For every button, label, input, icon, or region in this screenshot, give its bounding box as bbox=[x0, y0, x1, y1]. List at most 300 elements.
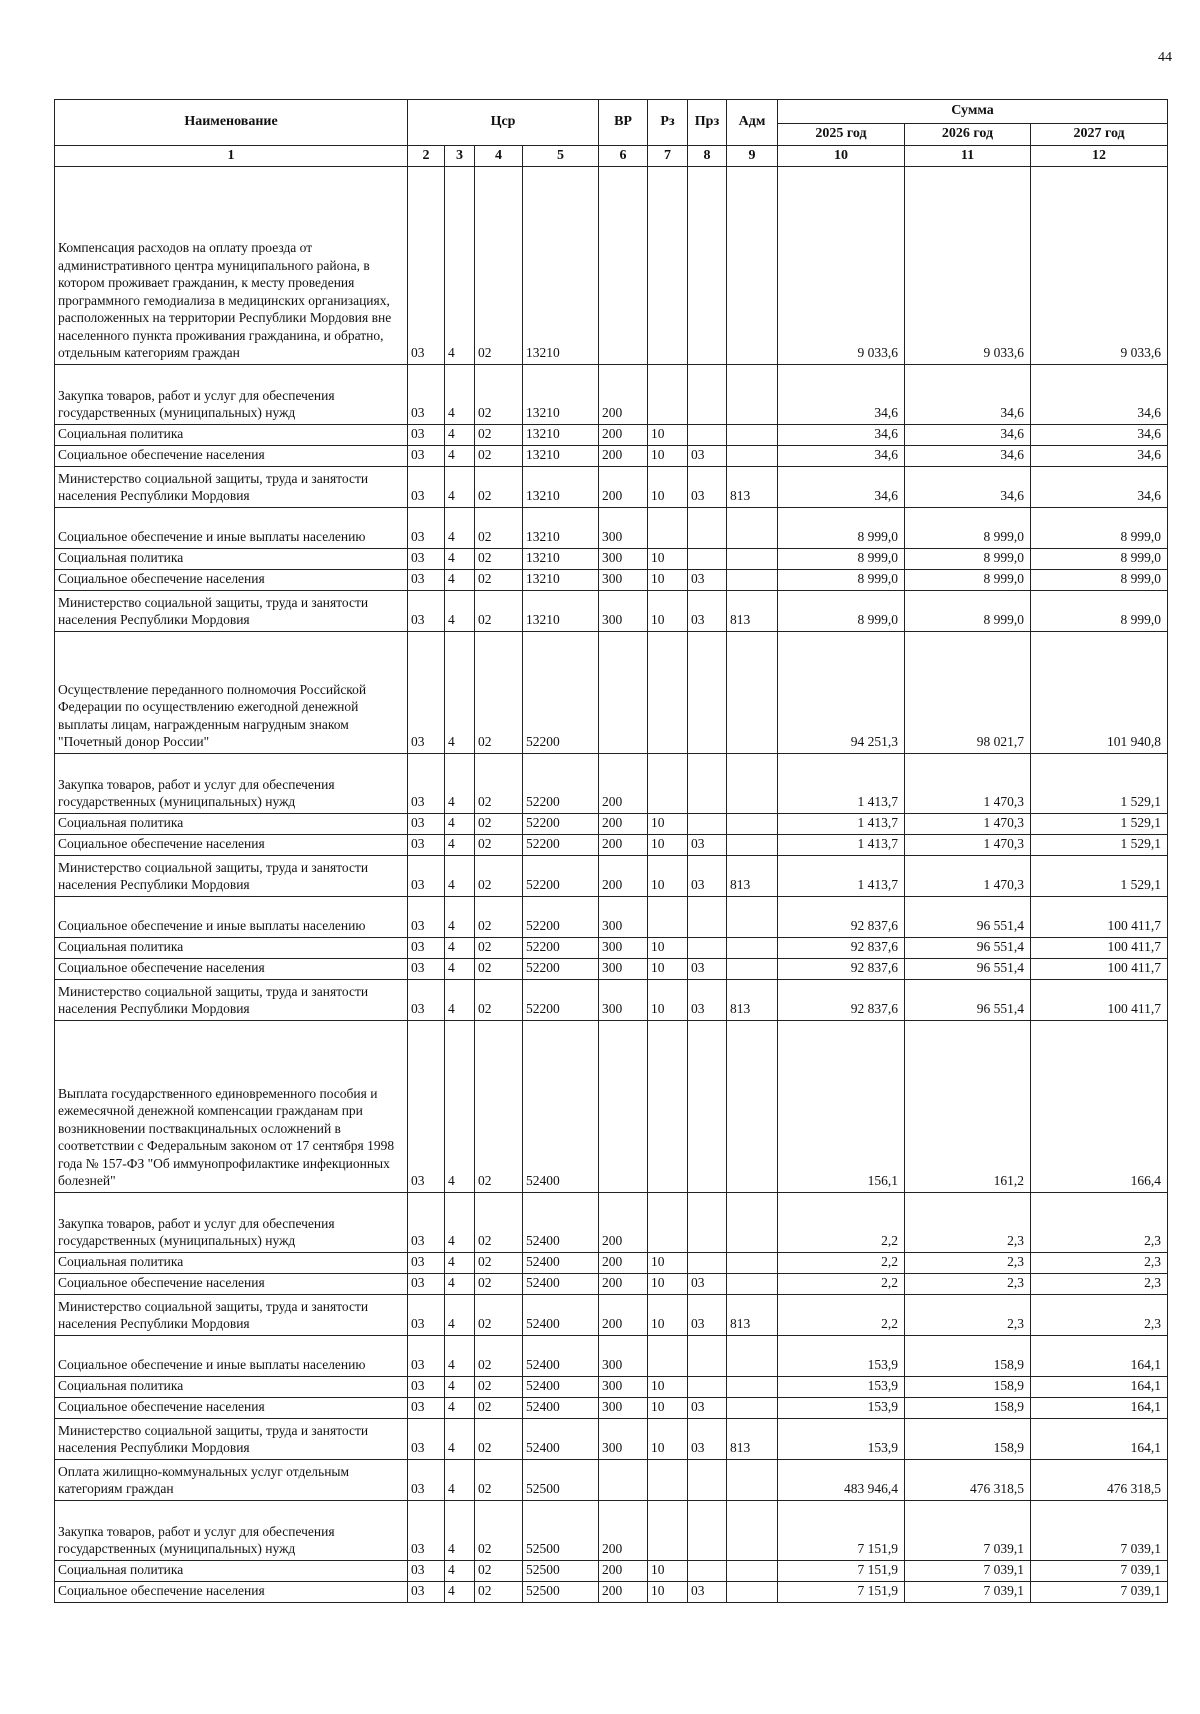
table-row bbox=[55, 1336, 1168, 1377]
sum-2025: 483 946,4 bbox=[778, 1460, 905, 1501]
table-row bbox=[55, 1582, 1168, 1603]
rz-code: 10 bbox=[648, 938, 688, 959]
adm-code: 813 bbox=[727, 591, 778, 632]
csr-part-3: 02 bbox=[475, 425, 523, 446]
csr-part-2: 4 bbox=[445, 835, 475, 856]
prz-code bbox=[688, 1336, 727, 1377]
table-header bbox=[55, 100, 1168, 167]
rz-code bbox=[648, 754, 688, 814]
rz-code bbox=[648, 632, 688, 754]
row-name: Социальное обеспечение населения bbox=[55, 570, 408, 591]
sum-2026: 8 999,0 bbox=[905, 508, 1031, 549]
sum-2026: 2,3 bbox=[905, 1193, 1031, 1253]
vr-code: 200 bbox=[599, 814, 648, 835]
csr-part-2: 4 bbox=[445, 754, 475, 814]
row-name: Социальное обеспечение населения bbox=[55, 1582, 408, 1603]
sum-2025: 92 837,6 bbox=[778, 938, 905, 959]
sum-2026: 8 999,0 bbox=[905, 591, 1031, 632]
csr-part-3: 02 bbox=[475, 1398, 523, 1419]
rz-code: 10 bbox=[648, 835, 688, 856]
csr-part-1: 03 bbox=[408, 365, 445, 425]
vr-code bbox=[599, 1021, 648, 1193]
prz-code: 03 bbox=[688, 980, 727, 1021]
adm-code: 813 bbox=[727, 856, 778, 897]
csr-part-4: 52200 bbox=[523, 897, 599, 938]
row-name: Закупка товаров, работ и услуг для обеспечения государственных (муниципальных) нужд bbox=[55, 754, 408, 814]
rz-code: 10 bbox=[648, 959, 688, 980]
csr-part-3: 02 bbox=[475, 980, 523, 1021]
csr-part-2: 4 bbox=[445, 1460, 475, 1501]
prz-code bbox=[688, 549, 727, 570]
prz-code: 03 bbox=[688, 1295, 727, 1336]
vr-code: 300 bbox=[599, 980, 648, 1021]
sum-2027: 2,3 bbox=[1031, 1274, 1168, 1295]
csr-part-2: 4 bbox=[445, 938, 475, 959]
table-row bbox=[55, 508, 1168, 549]
table-row bbox=[55, 1274, 1168, 1295]
table-row bbox=[55, 814, 1168, 835]
sum-2027: 164,1 bbox=[1031, 1398, 1168, 1419]
csr-part-2: 4 bbox=[445, 1253, 475, 1274]
table-row bbox=[55, 1501, 1168, 1561]
csr-part-1: 03 bbox=[408, 835, 445, 856]
prz-code: 03 bbox=[688, 1274, 727, 1295]
row-name: Социальное обеспечение населения bbox=[55, 959, 408, 980]
adm-code bbox=[727, 1561, 778, 1582]
row-name: Социальная политика bbox=[55, 549, 408, 570]
sum-2025: 8 999,0 bbox=[778, 591, 905, 632]
sum-2025: 2,2 bbox=[778, 1253, 905, 1274]
csr-part-4: 52400 bbox=[523, 1419, 599, 1460]
sum-2026: 2,3 bbox=[905, 1253, 1031, 1274]
sum-2027: 34,6 bbox=[1031, 467, 1168, 508]
csr-part-4: 52400 bbox=[523, 1377, 599, 1398]
prz-code: 03 bbox=[688, 1398, 727, 1419]
vr-code: 200 bbox=[599, 1295, 648, 1336]
sum-2026: 8 999,0 bbox=[905, 549, 1031, 570]
adm-code bbox=[727, 365, 778, 425]
row-name: Социальное обеспечение населения bbox=[55, 1274, 408, 1295]
sum-2026: 7 039,1 bbox=[905, 1501, 1031, 1561]
csr-part-1: 03 bbox=[408, 1021, 445, 1193]
column-number: 6 bbox=[599, 146, 648, 167]
table-row bbox=[55, 1253, 1168, 1274]
sum-2027: 1 529,1 bbox=[1031, 835, 1168, 856]
row-name: Осуществление переданного полномочия Российской Федерации по осуществлению ежегодной денежной выплаты лицам, награжденным нагрудным знаком "Почетный донор России" bbox=[55, 632, 408, 754]
rz-code bbox=[648, 1501, 688, 1561]
sum-2025: 2,2 bbox=[778, 1193, 905, 1253]
adm-code bbox=[727, 1253, 778, 1274]
rz-code bbox=[648, 1021, 688, 1193]
rz-code bbox=[648, 508, 688, 549]
csr-part-3: 02 bbox=[475, 467, 523, 508]
table-row bbox=[55, 1460, 1168, 1501]
csr-part-3: 02 bbox=[475, 1253, 523, 1274]
prz-code bbox=[688, 167, 727, 365]
vr-code: 300 bbox=[599, 549, 648, 570]
csr-part-3: 02 bbox=[475, 1561, 523, 1582]
prz-code bbox=[688, 1460, 727, 1501]
row-name: Закупка товаров, работ и услуг для обеспечения государственных (муниципальных) нужд bbox=[55, 365, 408, 425]
csr-part-2: 4 bbox=[445, 508, 475, 549]
prz-code: 03 bbox=[688, 1582, 727, 1603]
header-vr: ВР bbox=[599, 100, 648, 146]
sum-2026: 7 039,1 bbox=[905, 1582, 1031, 1603]
sum-2025: 7 151,9 bbox=[778, 1561, 905, 1582]
csr-part-4: 52400 bbox=[523, 1336, 599, 1377]
csr-part-2: 4 bbox=[445, 467, 475, 508]
prz-code bbox=[688, 425, 727, 446]
rz-code: 10 bbox=[648, 1274, 688, 1295]
csr-part-4: 52200 bbox=[523, 814, 599, 835]
csr-part-2: 4 bbox=[445, 446, 475, 467]
csr-part-4: 52500 bbox=[523, 1501, 599, 1561]
row-name: Социальная политика bbox=[55, 1561, 408, 1582]
prz-code bbox=[688, 938, 727, 959]
adm-code bbox=[727, 814, 778, 835]
rz-code: 10 bbox=[648, 549, 688, 570]
sum-2025: 7 151,9 bbox=[778, 1582, 905, 1603]
header-year-2026: 2026 год bbox=[905, 124, 1031, 146]
sum-2026: 8 999,0 bbox=[905, 570, 1031, 591]
csr-part-1: 03 bbox=[408, 1274, 445, 1295]
csr-part-3: 02 bbox=[475, 591, 523, 632]
row-name: Закупка товаров, работ и услуг для обеспечения государственных (муниципальных) нужд bbox=[55, 1193, 408, 1253]
csr-part-4: 52200 bbox=[523, 835, 599, 856]
csr-part-2: 4 bbox=[445, 1501, 475, 1561]
adm-code bbox=[727, 1460, 778, 1501]
row-name: Закупка товаров, работ и услуг для обеспечения государственных (муниципальных) нужд bbox=[55, 1501, 408, 1561]
column-number: 11 bbox=[905, 146, 1031, 167]
csr-part-2: 4 bbox=[445, 570, 475, 591]
adm-code bbox=[727, 959, 778, 980]
rz-code: 10 bbox=[648, 1295, 688, 1336]
rz-code bbox=[648, 1336, 688, 1377]
row-name: Оплата жилищно-коммунальных услуг отдельным категориям граждан bbox=[55, 1460, 408, 1501]
csr-part-1: 03 bbox=[408, 856, 445, 897]
csr-part-3: 02 bbox=[475, 1501, 523, 1561]
sum-2026: 96 551,4 bbox=[905, 959, 1031, 980]
vr-code: 200 bbox=[599, 835, 648, 856]
csr-part-1: 03 bbox=[408, 980, 445, 1021]
csr-part-3: 02 bbox=[475, 1274, 523, 1295]
sum-2027: 164,1 bbox=[1031, 1419, 1168, 1460]
sum-2027: 8 999,0 bbox=[1031, 549, 1168, 570]
vr-code bbox=[599, 167, 648, 365]
sum-2027: 1 529,1 bbox=[1031, 856, 1168, 897]
table-row bbox=[55, 467, 1168, 508]
adm-code: 813 bbox=[727, 980, 778, 1021]
prz-code bbox=[688, 754, 727, 814]
row-name: Социальная политика bbox=[55, 1377, 408, 1398]
column-number: 10 bbox=[778, 146, 905, 167]
csr-part-4: 13210 bbox=[523, 446, 599, 467]
row-name: Социальное обеспечение и иные выплаты населению bbox=[55, 508, 408, 549]
sum-2025: 34,6 bbox=[778, 425, 905, 446]
table-row bbox=[55, 1419, 1168, 1460]
adm-code bbox=[727, 835, 778, 856]
table-body bbox=[55, 167, 1168, 1603]
table-row bbox=[55, 1377, 1168, 1398]
csr-part-3: 02 bbox=[475, 549, 523, 570]
sum-2027: 2,3 bbox=[1031, 1253, 1168, 1274]
csr-part-2: 4 bbox=[445, 591, 475, 632]
sum-2026: 34,6 bbox=[905, 365, 1031, 425]
prz-code bbox=[688, 1021, 727, 1193]
row-name: Министерство социальной защиты, труда и занятости населения Республики Мордовия bbox=[55, 980, 408, 1021]
row-name: Социальное обеспечение населения bbox=[55, 446, 408, 467]
csr-part-2: 4 bbox=[445, 897, 475, 938]
csr-part-1: 03 bbox=[408, 446, 445, 467]
vr-code: 300 bbox=[599, 938, 648, 959]
table-row bbox=[55, 632, 1168, 754]
sum-2026: 158,9 bbox=[905, 1336, 1031, 1377]
csr-part-4: 52500 bbox=[523, 1460, 599, 1501]
prz-code bbox=[688, 365, 727, 425]
sum-2026: 1 470,3 bbox=[905, 814, 1031, 835]
sum-2025: 153,9 bbox=[778, 1398, 905, 1419]
prz-code: 03 bbox=[688, 959, 727, 980]
page-number: 44 bbox=[1158, 50, 1172, 65]
row-name: Социальная политика bbox=[55, 1253, 408, 1274]
csr-part-2: 4 bbox=[445, 365, 475, 425]
csr-part-4: 13210 bbox=[523, 425, 599, 446]
csr-part-4: 13210 bbox=[523, 467, 599, 508]
adm-code: 813 bbox=[727, 467, 778, 508]
csr-part-1: 03 bbox=[408, 1398, 445, 1419]
csr-part-4: 52200 bbox=[523, 980, 599, 1021]
sum-2025: 153,9 bbox=[778, 1336, 905, 1377]
sum-2026: 1 470,3 bbox=[905, 754, 1031, 814]
rz-code: 10 bbox=[648, 570, 688, 591]
sum-2027: 7 039,1 bbox=[1031, 1501, 1168, 1561]
sum-2026: 476 318,5 bbox=[905, 1460, 1031, 1501]
sum-2027: 2,3 bbox=[1031, 1193, 1168, 1253]
rz-code: 10 bbox=[648, 1419, 688, 1460]
sum-2027: 164,1 bbox=[1031, 1336, 1168, 1377]
sum-2027: 34,6 bbox=[1031, 365, 1168, 425]
csr-part-1: 03 bbox=[408, 570, 445, 591]
adm-code bbox=[727, 1336, 778, 1377]
sum-2025: 9 033,6 bbox=[778, 167, 905, 365]
table-row bbox=[55, 570, 1168, 591]
csr-part-4: 13210 bbox=[523, 365, 599, 425]
sum-2025: 92 837,6 bbox=[778, 959, 905, 980]
csr-part-1: 03 bbox=[408, 1377, 445, 1398]
sum-2026: 158,9 bbox=[905, 1377, 1031, 1398]
sum-2026: 34,6 bbox=[905, 446, 1031, 467]
row-name: Социальное обеспечение населения bbox=[55, 1398, 408, 1419]
prz-code: 03 bbox=[688, 446, 727, 467]
row-name: Министерство социальной защиты, труда и занятости населения Республики Мордовия bbox=[55, 1295, 408, 1336]
sum-2026: 34,6 bbox=[905, 467, 1031, 508]
table-row bbox=[55, 1398, 1168, 1419]
csr-part-3: 02 bbox=[475, 938, 523, 959]
sum-2025: 153,9 bbox=[778, 1377, 905, 1398]
prz-code: 03 bbox=[688, 1419, 727, 1460]
rz-code: 10 bbox=[648, 980, 688, 1021]
csr-part-2: 4 bbox=[445, 856, 475, 897]
prz-code: 03 bbox=[688, 856, 727, 897]
header-adm: Адм bbox=[727, 100, 778, 146]
csr-part-1: 03 bbox=[408, 632, 445, 754]
sum-2027: 1 529,1 bbox=[1031, 814, 1168, 835]
row-name: Министерство социальной защиты, труда и занятости населения Республики Мордовия bbox=[55, 856, 408, 897]
vr-code: 300 bbox=[599, 570, 648, 591]
table-row bbox=[55, 549, 1168, 570]
sum-2027: 100 411,7 bbox=[1031, 897, 1168, 938]
csr-part-4: 52500 bbox=[523, 1561, 599, 1582]
rz-code: 10 bbox=[648, 1582, 688, 1603]
vr-code: 300 bbox=[599, 1377, 648, 1398]
csr-part-3: 02 bbox=[475, 1460, 523, 1501]
header-year-2027: 2027 год bbox=[1031, 124, 1168, 146]
header-year-2025: 2025 год bbox=[778, 124, 905, 146]
vr-code bbox=[599, 1460, 648, 1501]
csr-part-1: 03 bbox=[408, 1460, 445, 1501]
header-csr: Цср bbox=[408, 100, 599, 146]
csr-part-2: 4 bbox=[445, 1582, 475, 1603]
csr-part-3: 02 bbox=[475, 1193, 523, 1253]
rz-code bbox=[648, 167, 688, 365]
vr-code: 300 bbox=[599, 1419, 648, 1460]
sum-2025: 92 837,6 bbox=[778, 897, 905, 938]
csr-part-2: 4 bbox=[445, 425, 475, 446]
vr-code: 300 bbox=[599, 591, 648, 632]
csr-part-1: 03 bbox=[408, 814, 445, 835]
vr-code: 200 bbox=[599, 856, 648, 897]
csr-part-1: 03 bbox=[408, 549, 445, 570]
csr-part-1: 03 bbox=[408, 959, 445, 980]
sum-2025: 94 251,3 bbox=[778, 632, 905, 754]
sum-2025: 34,6 bbox=[778, 365, 905, 425]
sum-2026: 7 039,1 bbox=[905, 1561, 1031, 1582]
csr-part-3: 02 bbox=[475, 835, 523, 856]
prz-code bbox=[688, 1193, 727, 1253]
vr-code: 200 bbox=[599, 1561, 648, 1582]
csr-part-2: 4 bbox=[445, 814, 475, 835]
csr-part-4: 52400 bbox=[523, 1021, 599, 1193]
csr-part-3: 02 bbox=[475, 1377, 523, 1398]
sum-2026: 158,9 bbox=[905, 1419, 1031, 1460]
rz-code bbox=[648, 897, 688, 938]
rz-code: 10 bbox=[648, 1561, 688, 1582]
csr-part-1: 03 bbox=[408, 1419, 445, 1460]
vr-code: 300 bbox=[599, 1336, 648, 1377]
prz-code bbox=[688, 1253, 727, 1274]
csr-part-3: 02 bbox=[475, 1582, 523, 1603]
csr-part-3: 02 bbox=[475, 814, 523, 835]
csr-part-1: 03 bbox=[408, 1193, 445, 1253]
sum-2027: 8 999,0 bbox=[1031, 591, 1168, 632]
vr-code: 200 bbox=[599, 1582, 648, 1603]
csr-part-4: 52200 bbox=[523, 632, 599, 754]
csr-part-3: 02 bbox=[475, 508, 523, 549]
rz-code bbox=[648, 1460, 688, 1501]
csr-part-4: 13210 bbox=[523, 508, 599, 549]
adm-code bbox=[727, 754, 778, 814]
sum-2025: 8 999,0 bbox=[778, 570, 905, 591]
adm-code bbox=[727, 508, 778, 549]
adm-code bbox=[727, 897, 778, 938]
csr-part-3: 02 bbox=[475, 632, 523, 754]
csr-part-4: 52400 bbox=[523, 1398, 599, 1419]
csr-part-2: 4 bbox=[445, 1193, 475, 1253]
row-name: Социальное обеспечение населения bbox=[55, 835, 408, 856]
csr-part-4: 13210 bbox=[523, 570, 599, 591]
sum-2026: 98 021,7 bbox=[905, 632, 1031, 754]
sum-2025: 34,6 bbox=[778, 467, 905, 508]
csr-part-3: 02 bbox=[475, 1021, 523, 1193]
prz-code: 03 bbox=[688, 835, 727, 856]
sum-2025: 2,2 bbox=[778, 1274, 905, 1295]
prz-code bbox=[688, 814, 727, 835]
table-row bbox=[55, 835, 1168, 856]
adm-code bbox=[727, 570, 778, 591]
sum-2025: 153,9 bbox=[778, 1419, 905, 1460]
sum-2025: 34,6 bbox=[778, 446, 905, 467]
csr-part-2: 4 bbox=[445, 1377, 475, 1398]
csr-part-1: 03 bbox=[408, 591, 445, 632]
sum-2025: 1 413,7 bbox=[778, 754, 905, 814]
adm-code bbox=[727, 446, 778, 467]
sum-2027: 164,1 bbox=[1031, 1377, 1168, 1398]
sum-2025: 7 151,9 bbox=[778, 1501, 905, 1561]
csr-part-3: 02 bbox=[475, 897, 523, 938]
rz-code: 10 bbox=[648, 1253, 688, 1274]
csr-part-4: 52200 bbox=[523, 754, 599, 814]
sum-2027: 9 033,6 bbox=[1031, 167, 1168, 365]
rz-code: 10 bbox=[648, 467, 688, 508]
csr-part-3: 02 bbox=[475, 1295, 523, 1336]
row-name: Компенсация расходов на оплату проезда от административного центра муниципального района, в котором проживает гражданин, к месту проведения программного гемодиализа в медицинских организациях, расположенных на территории Республики Мордовия вне населенного пункта проживания гражданина, и обратно, отдельным категориям граждан bbox=[55, 167, 408, 365]
sum-2027: 7 039,1 bbox=[1031, 1582, 1168, 1603]
budget-table bbox=[54, 99, 1168, 1603]
column-number: 5 bbox=[523, 146, 599, 167]
row-name: Социальная политика bbox=[55, 425, 408, 446]
sum-2026: 158,9 bbox=[905, 1398, 1031, 1419]
vr-code: 200 bbox=[599, 425, 648, 446]
sum-2025: 2,2 bbox=[778, 1295, 905, 1336]
adm-code bbox=[727, 632, 778, 754]
csr-part-4: 52400 bbox=[523, 1295, 599, 1336]
vr-code: 200 bbox=[599, 1253, 648, 1274]
header-prz: Прз bbox=[688, 100, 727, 146]
adm-code bbox=[727, 1582, 778, 1603]
adm-code bbox=[727, 167, 778, 365]
adm-code bbox=[727, 1021, 778, 1193]
csr-part-2: 4 bbox=[445, 1398, 475, 1419]
csr-part-1: 03 bbox=[408, 1501, 445, 1561]
sum-2027: 100 411,7 bbox=[1031, 980, 1168, 1021]
rz-code: 10 bbox=[648, 1398, 688, 1419]
csr-part-4: 13210 bbox=[523, 549, 599, 570]
vr-code: 200 bbox=[599, 1193, 648, 1253]
csr-part-3: 02 bbox=[475, 754, 523, 814]
adm-code bbox=[727, 1377, 778, 1398]
sum-2025: 156,1 bbox=[778, 1021, 905, 1193]
prz-code: 03 bbox=[688, 570, 727, 591]
rz-code bbox=[648, 365, 688, 425]
vr-code: 300 bbox=[599, 897, 648, 938]
table-row bbox=[55, 754, 1168, 814]
csr-part-2: 4 bbox=[445, 1295, 475, 1336]
header-sum: Сумма bbox=[778, 100, 1168, 124]
csr-part-2: 4 bbox=[445, 1561, 475, 1582]
csr-part-2: 4 bbox=[445, 1419, 475, 1460]
sum-2027: 34,6 bbox=[1031, 425, 1168, 446]
table-row bbox=[55, 1193, 1168, 1253]
